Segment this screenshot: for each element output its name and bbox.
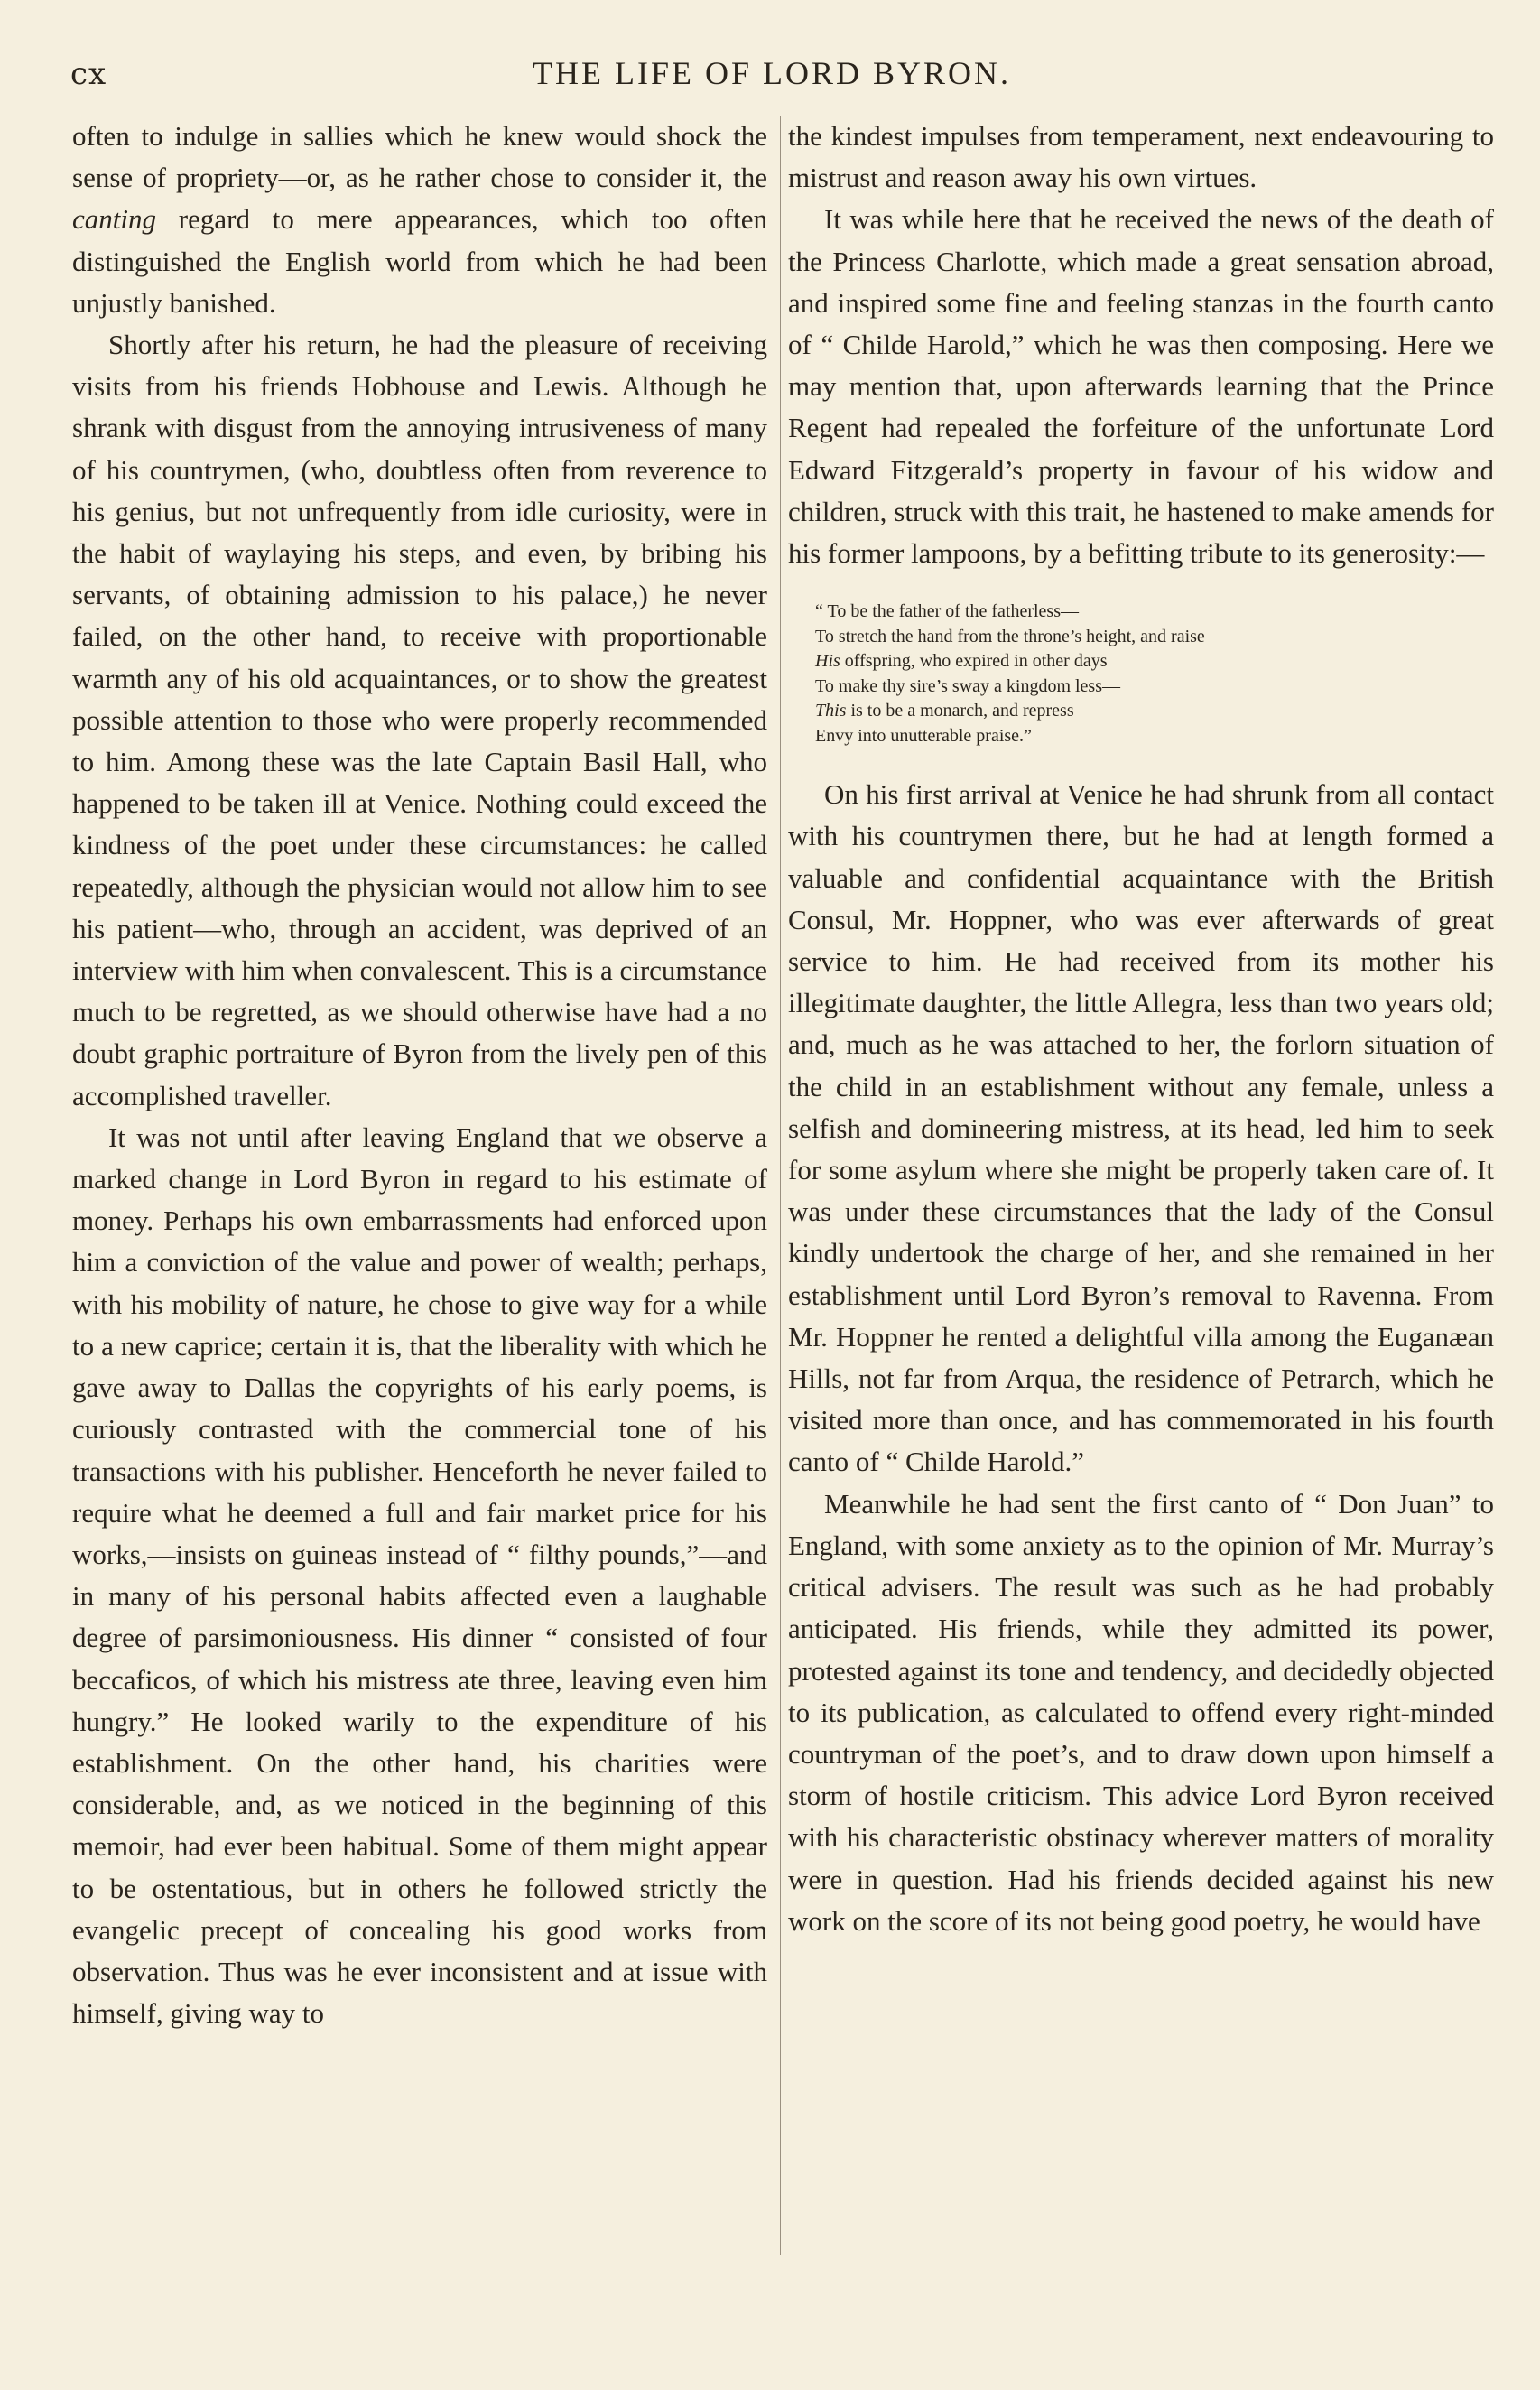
paragraph: It was not until after leaving England that we observe a marked change in Lord Byron in regard to his estimate of money. Perhaps his own embarrassments had enforced upon him a conviction of the value and power of wealth; perhaps, with his mobility of nature, he chose to give way for a while to a new caprice; certain it is, that the liberality with which he gave away to Dallas the copyrights of his early poems, is curiously contrasted with the commercial tone of his transactions with his publisher. Henceforth he never failed to require what he deemed a full and fair market price for his works,—insists on guineas instead of “ filthy pounds,”—and in many of his personal habits affected even a laughable degree of parsimoniousness. His dinner “ consisted of four beccaficos, of which his mistress ate three, leaving even him hungry.” He looked warily to the expenditure of his establishment. On the other hand, his charities were considerable, and, as we noticed in the beginning of this memoir, had ever been habitual. Some of them might appear to be ostentatious, but in others he followed strictly the evangelic precept of concealing his good works from observation. Thus was he ever inconsistent and at issue with himself, giving way to	[72, 1121, 767, 2030]
paragraph: It was while here that he received the news of the death of the Princess Charlotte, which made a great sensation abroad, and inspired some fine and feeling stanzas in the fourth canto of “ Childe Harold,” which he was then composing. Here we may mention that, upon afterwards learning that the Prince Regent had repealed the forfeiture of the unfortunate Lord Edward Fitzgerald’s property in favour of his widow and children, struck with this trait, he hastened to make amends for his former lampoons, by a befitting tribute to its generosity:—	[788, 203, 1494, 570]
paragraph: the kindest impulses from temperament, next endeavouring to mistrust and reason away his own virtues.	[788, 120, 1494, 194]
page-number: cx	[70, 56, 107, 92]
paragraph: Shortly after his return, he had the pleasure of receiving visits from his friends Hobhouse and Lewis. Although he shrank with disgust from the annoying intrusiveness of many of his countrymen, (who, doubtless often from reverence to his genius, but not unfrequently from idle curiosity, were in the habit of waylaying his steps, and even, by bribing his servants, of obtaining admission to his palace,) he never failed, on the other hand, to receive with proportionable warmth any of his old acquaintances, or to show the greatest possible attention to those who were properly recommended to him. Among these was the late Captain Basil Hall, who happened to be taken ill at Venice. Nothing could exceed the kindness of the poet under these circumstances: he called repeatedly, although the physician would not allow him to see his patient—who, through an accident, was deprived of an interview with him when convalescent. This is a circumstance much to be regretted, as we should otherwise have had a no doubt graphic portraiture of Byron from the lively pen of this accomplished traveller.	[72, 329, 767, 1111]
paragraph: On his first arrival at Venice he had shrunk from all contact with his countrymen there, but he had at length formed a valuable and confidential acquaintance with the British Consul, Mr. Hoppner, who was ever afterwards of great service to him. He had received from its mother his illegitimate daughter, the little Allegra, less than two years old; and, much as he was attached to her, the forlorn situation of the child in an establishment without any female, unless a selfish and domineering mistress, at its head, led him to seek for some asylum where she might be properly taken care of. It was under these circumstances that the lady of the Consul kindly undertook the charge of her, and she remained in her establishment until Lord Byron’s removal to Ravenna. From Mr. Hoppner he rented a delightful villa among the Euganæan Hills, not far from Arqua, the residence of Petrarch, which he visited more than once, and has commemorated in his fourth canto of “ Childe Harold.”	[788, 778, 1494, 1478]
paragraph-text: regard to mere appearances, which too often distinguished the English world from which he had been unjustly banished.	[72, 203, 768, 319]
paragraph: Meanwhile he had sent the first canto of “ Don Juan” to England, with some anxiety as to the opinion of Mr. Murray’s critical advisers. The result was such as he had probably anticipated. His friends, while they admitted its power, protested against its tone and tendency, and decidedly objected to its publication, as calculated to offend every right-minded countryman of the poet’s, and to draw down upon himself a storm of hostile criticism. This advice Lord Byron received with his characteristic obstinacy wherever matters of morality were in question. Had his friends decided against his new work on the score of its not being good poetry, he would have	[788, 1487, 1494, 1937]
verse-line: To make thy sire’s sway a kingdom less—	[815, 675, 1120, 696]
verse-quotation	[815, 600, 1494, 749]
verse-line	[815, 699, 1494, 724]
emphasis-text: His	[815, 651, 840, 672]
verse-line	[815, 649, 1494, 674]
paragraph	[72, 116, 767, 324]
verse-text: is to be a monarch, and repress	[850, 701, 1074, 721]
verse-text: offspring, who expired in other days	[844, 651, 1108, 672]
page-header	[63, 47, 1480, 101]
left-column	[72, 116, 767, 2034]
verse-line: Envy into unutterable praise.”	[815, 725, 1032, 746]
verse-line: “ To be the father of the fatherless—	[815, 601, 1080, 622]
running-title: THE LIFE OF LORD BYRON.	[532, 55, 1011, 91]
paragraph-text: often to indulge in sallies which he knew would shock the sense of propriety—or, as he rather chose to consider it, the	[72, 120, 767, 194]
right-column	[788, 116, 1494, 1942]
emphasis-text: canting	[72, 203, 156, 236]
verse-line: To stretch the hand from the throne’s height, and raise	[815, 626, 1205, 646]
emphasis-text: This	[815, 701, 847, 721]
column-divider	[780, 116, 781, 2255]
